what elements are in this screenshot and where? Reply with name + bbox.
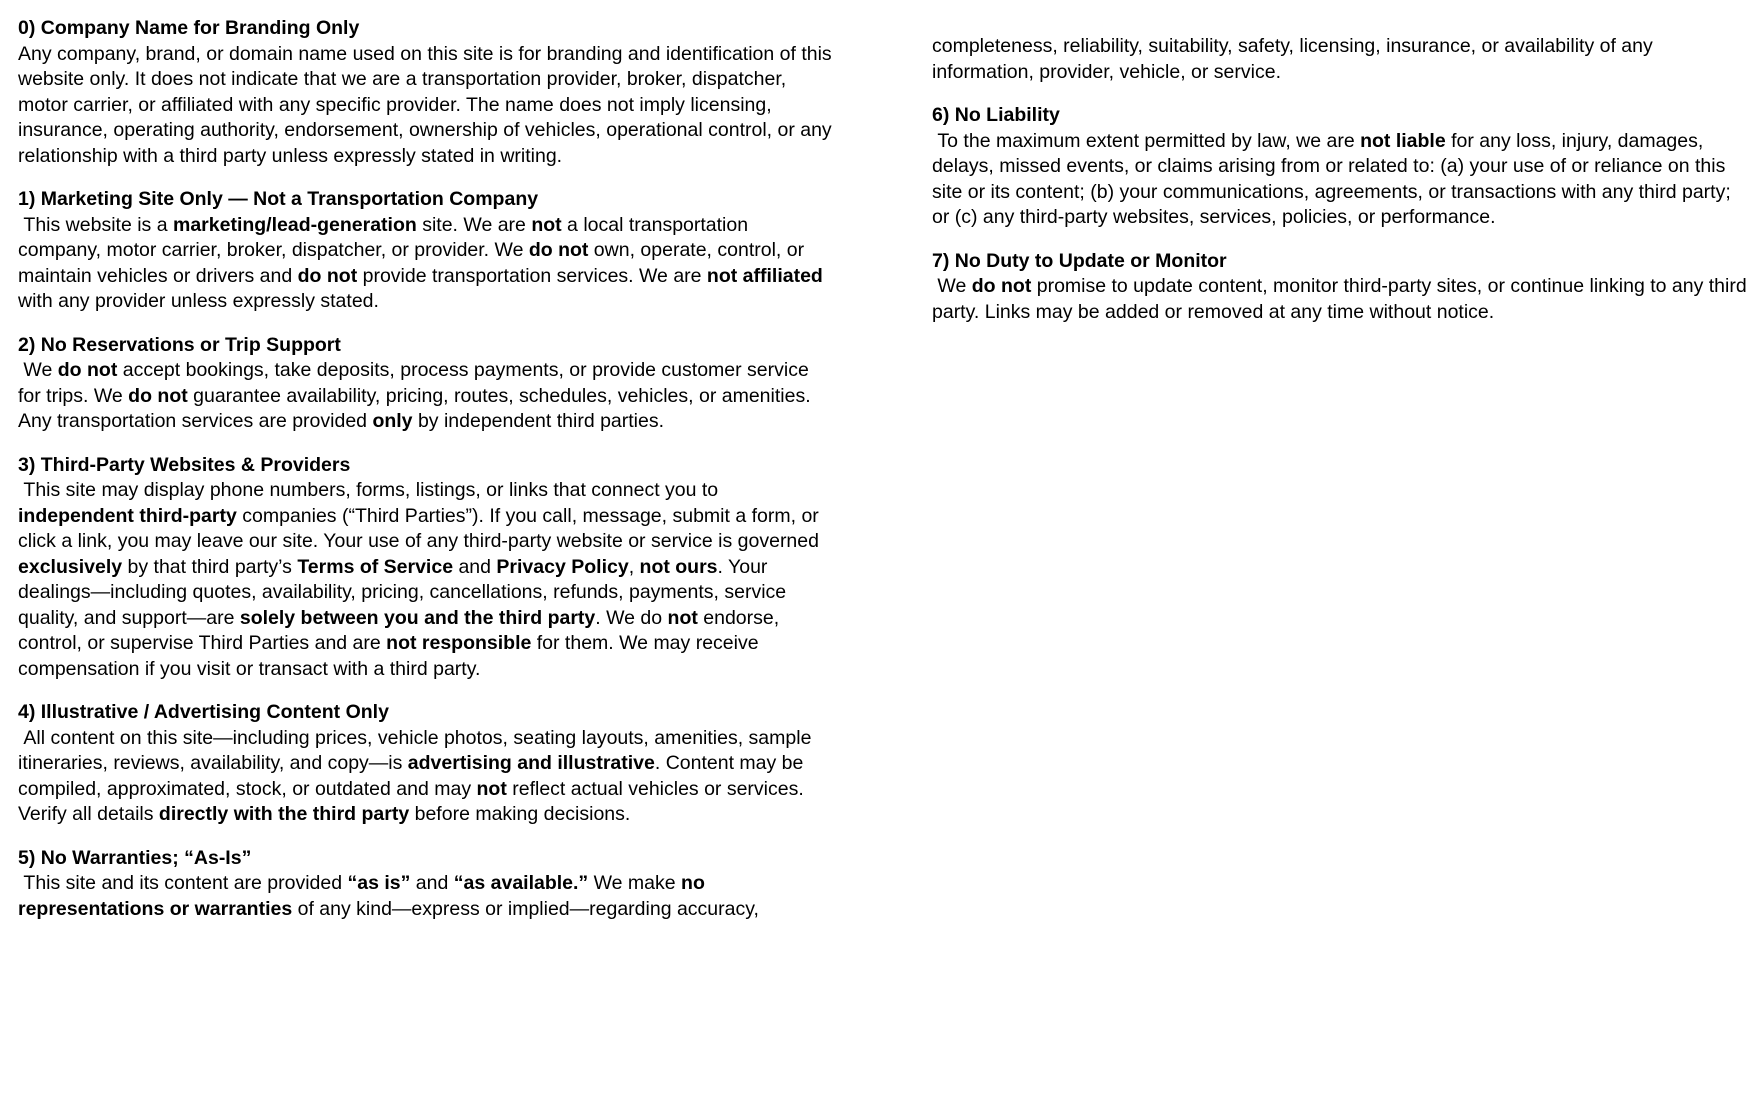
text-column-left xyxy=(18,16,838,940)
disclaimer-section xyxy=(932,249,1752,326)
text-run: and xyxy=(410,872,454,894)
section-heading: 6) No Liability xyxy=(932,104,1060,126)
bold-text-run: do not xyxy=(297,264,358,287)
disclaimer-section xyxy=(18,453,833,683)
text-run: . We do xyxy=(595,606,668,629)
section-paragraph xyxy=(932,129,1747,231)
text-column-right xyxy=(932,16,1752,343)
bold-text-run: not liable xyxy=(1360,129,1446,152)
bold-text-run: Terms of Service xyxy=(297,555,454,578)
bold-text-run: solely between you and the third party xyxy=(239,606,596,629)
text-run: , xyxy=(628,555,640,578)
text-run: This site may display phone numbers, forms, listings, or links that connect you to xyxy=(18,479,724,501)
section-heading: 3) Third-Party Websites & Providers xyxy=(18,453,351,476)
bold-text-run: not ours xyxy=(639,555,718,578)
text-run: Any company, brand, or domain name used on this site is for branding and identification of this website only. It does not indicate that we are a transportation provider, broker, dispatcher, motor carrier, or affiliated with any specific provider. The name does not imply licensing, insurance, operating authority, endorsement, ownership of vehicles, operational control, or any relationship with a third party unless expressly stated in writing. xyxy=(18,42,838,167)
text-run: endorse, control, or supervise Third Parties and are xyxy=(18,606,785,654)
bold-text-run: do not xyxy=(528,239,589,261)
section-paragraph xyxy=(18,726,833,828)
disclaimer-section xyxy=(932,34,1747,85)
bold-text-run: not xyxy=(531,213,562,236)
bold-text-run: marketing/lead-generation xyxy=(172,213,417,236)
section-paragraph xyxy=(18,42,838,170)
disclaimer-section xyxy=(18,700,833,828)
text-run: accept bookings, take deposits, process payments, or provide customer service for trips. We xyxy=(18,359,815,407)
bold-text-run: Privacy Policy xyxy=(496,555,629,578)
text-run: before making decisions. xyxy=(409,803,631,825)
text-run: with any provider unless expressly stated. xyxy=(18,264,829,312)
text-run: for any loss, injury, damages, delays, missed events, or claims arising from or related to: (a) your use of or reliance on this site or its content; (b) your communications, agreements, or transactions with any third party; or (c) any third-party websites, services, policies, or performance. xyxy=(932,129,1737,228)
text-run: To the maximum extent permitted by law, we are xyxy=(932,129,1361,152)
bold-text-run: no representations or warranties xyxy=(18,872,711,920)
section-paragraph-continuation xyxy=(932,34,1747,85)
bold-text-run: do not xyxy=(128,384,188,407)
text-run: We xyxy=(932,275,972,297)
disclaimer-section xyxy=(18,846,833,923)
text-run: by that third party’s xyxy=(122,555,298,578)
bold-text-run: advertising and illustrative xyxy=(407,752,655,774)
text-run: We xyxy=(18,359,58,381)
bold-text-run: “as is” xyxy=(347,872,411,894)
text-run: of any kind—express or implied—regarding accuracy, xyxy=(292,897,759,920)
section-heading: 7) No Duty to Update or Monitor xyxy=(932,249,1227,272)
section-paragraph xyxy=(18,478,833,682)
text-run: own, operate, control, or maintain vehicles or drivers and xyxy=(18,239,810,287)
bold-text-run: not affiliated xyxy=(706,264,823,287)
bold-text-run: “as available.” xyxy=(453,872,589,894)
text-run: . Content may be compiled, approximated, stock, or outdated and may xyxy=(18,752,809,800)
text-run: and xyxy=(453,555,497,578)
section-heading: 2) No Reservations or Trip Support xyxy=(18,333,341,356)
bold-text-run: only xyxy=(372,410,413,432)
text-run: guarantee availability, pricing, routes, schedules, vehicles, or amenities. Any transportation services are provided xyxy=(18,384,815,432)
section-heading: 1) Marketing Site Only — Not a Transportation Company xyxy=(18,188,539,210)
section-heading: 4) Illustrative / Advertising Content Only xyxy=(18,701,389,723)
section-paragraph xyxy=(18,871,833,922)
bold-text-run: not xyxy=(476,777,507,800)
bold-text-run: directly with the third party xyxy=(158,803,410,825)
text-run: for them. We may receive compensation if you visit or transact with a third party. xyxy=(18,632,764,680)
text-run: by independent third parties. xyxy=(412,410,665,432)
section-paragraph xyxy=(18,213,833,315)
text-run: We make xyxy=(588,872,682,894)
section-paragraph xyxy=(932,274,1752,325)
bold-text-run: do not xyxy=(971,275,1032,297)
bold-text-run: exclusively xyxy=(18,555,123,578)
text-run: This website is a xyxy=(18,213,173,236)
text-run: completeness, reliability, suitability, safety, licensing, insurance, or availability of any information, provider, vehicle, or service. xyxy=(932,35,1659,83)
section-paragraph xyxy=(18,358,833,435)
disclaimer-section xyxy=(18,333,833,435)
text-run: This site and its content are provided xyxy=(18,872,348,894)
bold-text-run: do not xyxy=(57,359,118,381)
text-run: . Your dealings—including quotes, availability, pricing, cancellations, refunds, payments, service quality, and support—are xyxy=(18,555,792,629)
text-run: a local transportation company, motor carrier, broker, dispatcher, or provider. We xyxy=(18,213,754,261)
bold-text-run: not xyxy=(667,606,698,629)
section-heading: 5) No Warranties; “As-Is” xyxy=(18,846,252,869)
text-run: site. We are xyxy=(416,213,532,236)
disclaimer-section xyxy=(18,16,838,169)
text-run: promise to update content, monitor third-party sites, or continue linking to any third party. Links may be added or removed at any time without notice. xyxy=(932,275,1752,323)
disclaimer-section xyxy=(932,103,1747,231)
bold-text-run: independent third-party xyxy=(18,504,237,527)
text-run: provide transportation services. We are xyxy=(357,264,707,287)
text-run: reflect actual vehicles or services. Verify all details xyxy=(18,777,810,825)
bold-text-run: not responsible xyxy=(386,632,532,654)
text-run: All content on this site—including prices, vehicle photos, seating layouts, amenities, sample itineraries, reviews, availability, and copy—is xyxy=(18,726,817,774)
text-run: companies (“Third Parties”). If you call, message, submit a form, or click a link, you may leave our site. Your use of any third-party website or service is governed xyxy=(18,504,825,552)
disclaimer-section xyxy=(18,187,833,315)
section-heading: 0) Company Name for Branding Only xyxy=(18,17,360,39)
